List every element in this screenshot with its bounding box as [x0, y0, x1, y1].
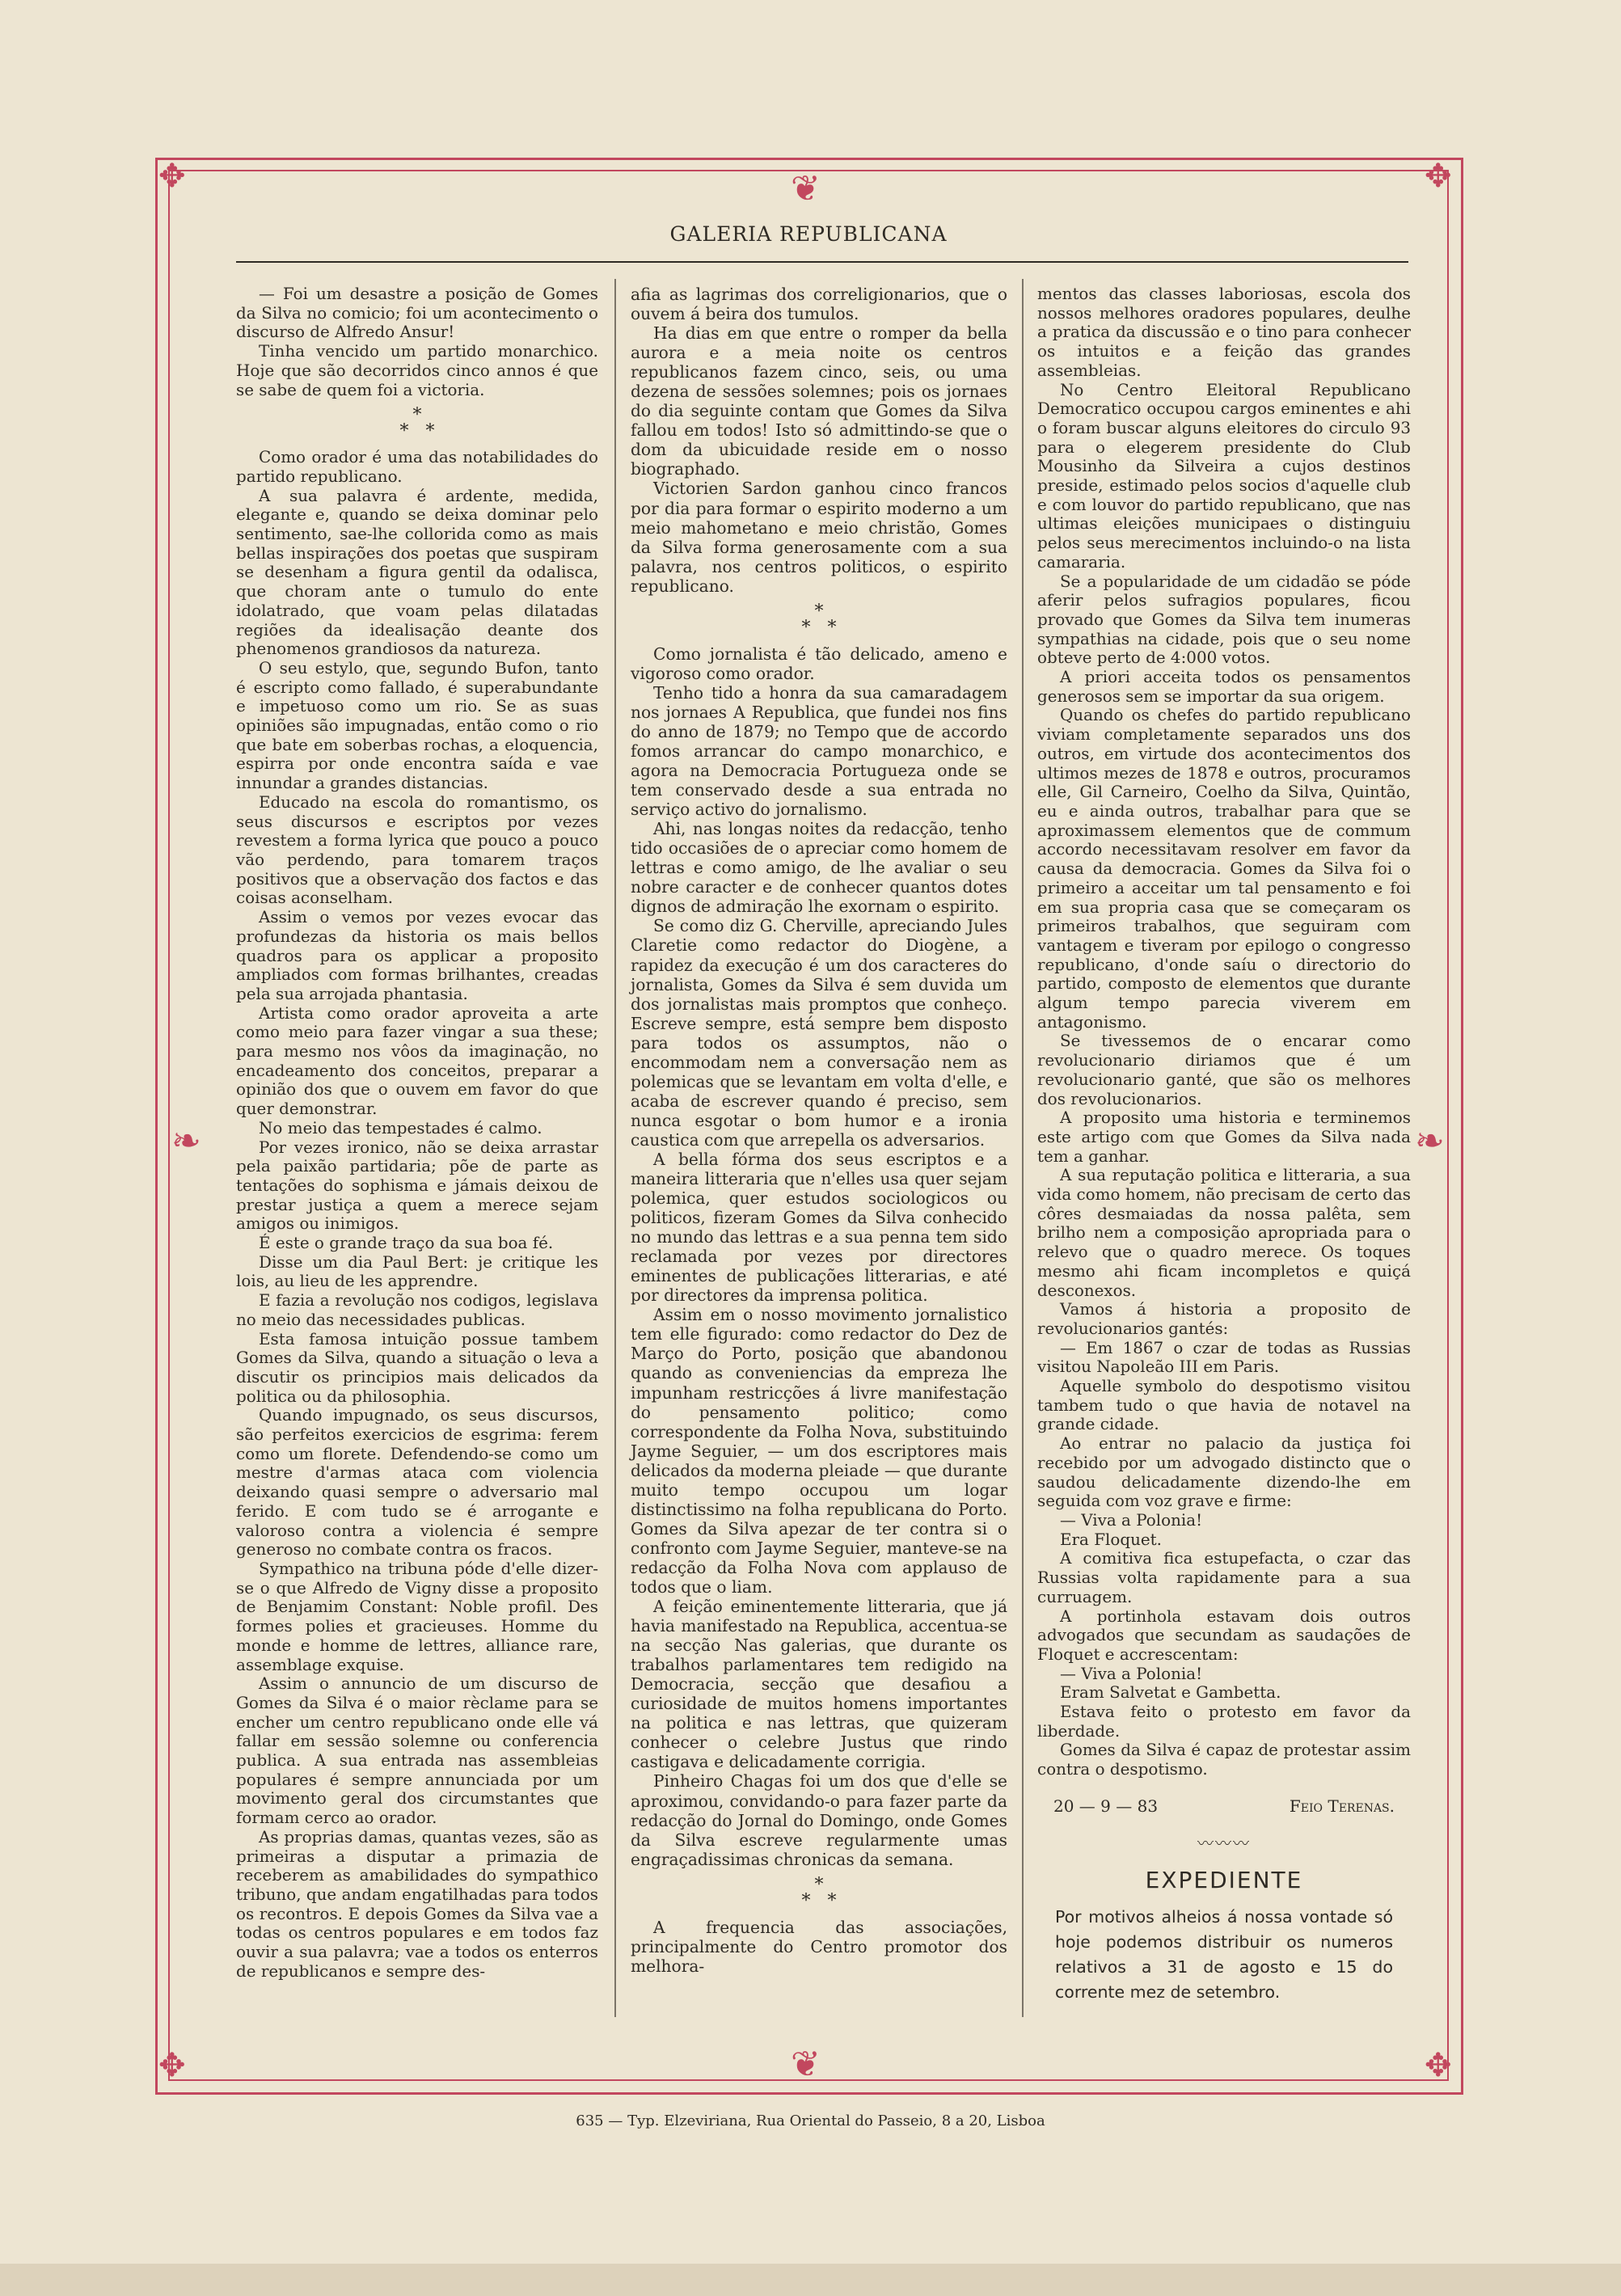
paragraph: Sympathico na tribuna póde d'elle dizer-se o que Alfredo de Vigny disse a proposito de Benjamim Constant: Noble profil. Des formes polies et gracieuses. Homme du monde e homme de lettres, alliance rare, assemblage exquise.: [236, 1560, 598, 1674]
corner-ornament-icon: ✥: [158, 2047, 186, 2084]
paragraph: Se a popularidade de um cidadão se póde aferir pelos sufragios populares, ficou provado que Gomes da Silva tem inumeras sympathias na cidade, pois que o seu nome obteve perto de 4:000 votos.: [1037, 572, 1411, 668]
corner-ornament-icon: ✥: [1425, 2047, 1452, 2084]
paragraph: As proprias damas, quantas vezes, são as primeiras a disputar a primazia de receberem as amabilidades do sympathico tribuno, que andam engatilhadas para todos os recontros. E depois Gomes da Silva vae a todas os centros populares e em todos faz ouvir a sua palavra; vae a todos os enterros de republicanos e sempre des-: [236, 1827, 598, 1981]
paragraph: Pinheiro Chagas foi um dos que d'elle se aproximou, convidando-o para fazer parte da redacção do Jornal do Domingo, onde Gomes da Silva escreve regularmente umas engraçadissimas chronicas da semana.: [631, 1771, 1007, 1869]
paragraph: Aquelle symbolo do despotismo visitou tambem tudo o que havia de notavel na grande cidade.: [1037, 1377, 1411, 1434]
paragraph: — Foi um desastre a posição de Gomes da Silva no comicio; foi um acontecimento o discurso de Alfredo Ansur!: [236, 285, 598, 342]
column-divider: [614, 279, 616, 2017]
asterism-separator: * * *: [801, 601, 837, 638]
paragraph: A portinhola estavam dois outros advogados que secundam as saudações de Floquet e accrescentam:: [1037, 1606, 1411, 1664]
paragraph: O seu estylo, que, segundo Bufon, tanto é escripto como fallado, é superabundante e impetuoso como um rio. Se as suas opiniões são impugnadas, então como o rio que bate em soberbas rochas, a eloquencia, espirra por onde encontra saída e vae innundar a grandes distancias.: [236, 658, 598, 793]
paragraph: Victorien Sardon ganhou cinco francos por dia para formar o espirito moderno a um meio mahometano e meio christão, Gomes da Silva forma generosamente com a sua palavra, nos centros politicos, o espirito republicano.: [631, 479, 1007, 596]
asterism-separator: * * *: [399, 405, 435, 442]
column-divider: [1022, 279, 1024, 2017]
paragraph: A comitiva fica estupefacta, o czar das Russias volta rapidamente para a sua curruagem.: [1037, 1549, 1411, 1606]
paragraph: Como jornalista é tão delicado, ameno e vigoroso como orador.: [631, 644, 1007, 683]
asterism-separator: * * *: [801, 1874, 837, 1911]
paragraph: Tenho tido a honra da sua camaradagem nos jornaes A Republica, que fundei nos fins do anno de 1879; no Tempo que de accordo fomos arrancar do campo monarchico, e agora na Democracia Portugueza onde se tem conservado desde a sua entrada no serviço activo do jornalismo.: [631, 682, 1007, 820]
paragraph: No meio das tempestades é calmo.: [259, 1118, 542, 1137]
paragraph: Se tivessemos de o encarar como revolucionario diriamos que é um revolucionario ganté, que são os melhores dos revolucionarios.: [1037, 1032, 1411, 1108]
paragraph: Como orador é uma das notabilidades do partido republicano.: [236, 448, 598, 486]
paragraph: afia as lagrimas dos correligionarios, que o ouvem á beira dos tumulos.: [631, 285, 1007, 324]
corner-ornament-icon: ✥: [158, 158, 186, 195]
paragraph: — Em 1867 o czar de todas as Russias visitou Napoleão III em Paris.: [1037, 1338, 1411, 1377]
squiggle-divider: 〰〰〰: [1197, 1833, 1251, 1853]
paragraph: Assim o vemos por vezes evocar das profundezas da historia os mais bellos quadros para os applicar a proposito ampliados com formas brilhantes, creadas pela sua arrojada phantasia.: [236, 908, 598, 1003]
paragraph: A priori acceita todos os pensamentos generosos sem se importar da sua origem.: [1037, 668, 1411, 706]
paragraph: A feição eminentemente litteraria, que já havia manifestado na Republica, accentua-se na secção Nas galerias, que durante os trabalhos parlamentares tem redigido na Democracia, secção que desafiou a curiosidade de muitos homens importantes na politica e nas lettras, que quizeram conhecer o celebre Justus que rindo castigava e delicadamente corrigia.: [631, 1597, 1007, 1772]
left-side-ornament-icon: ❧: [171, 1121, 201, 1162]
paragraph: A frequencia das associações, principalmente do Centro promotor dos melhora-: [631, 1917, 1007, 1976]
paragraph: Esta famosa intuição possue tambem Gomes da Silva, quando a situação o leva a discutir os principios mais delicados da politica ou da philosophia.: [236, 1329, 598, 1406]
right-side-ornament-icon: ❧: [1415, 1121, 1445, 1162]
bottom-center-ornament-icon: ❦: [791, 2044, 821, 2085]
paragraph: Por vezes ironico, não se deixa arrastar pela paixão partidaria; põe de parte as tentações do sophisma e jámais deixou de prestar justiça a quem a merece sejam amigos ou inimigos.: [236, 1137, 598, 1234]
paragraph: No Centro Eleitoral Republicano Democratico occupou cargos eminentes e ahi o foram buscar alguns eleitores do circulo 93 para o elegerem presidente do Club Mousinho da Silveira a cujos destinos preside, estimado pelos socios d'aquelle club e com louvor do partido republicano, que nas ultimas eleições municipaes o distinguiu pelos seus merecimentos incluindo-o na lista camararia.: [1037, 380, 1411, 572]
printer-imprint: 635 — Typ. Elzeviriana, Rua Oriental do Passeio, 8 a 20, Lisboa: [576, 2112, 1045, 2129]
article-column-2: [631, 285, 1007, 1976]
paragraph: A sua reputação politica e litteraria, a sua vida como homem, não precisam de certo das côres desmaiadas da nossa palêta, sem brilho nem a composição apropriada para o relevo que o quadro merece. Os toques mesmo ahi ficam incompletos e quiçá desconexos.: [1037, 1166, 1411, 1300]
paragraph: Tinha vencido um partido monarchico. Hoje que são decorridos cinco annos é que se sabe de quem foi a victoria.: [236, 342, 598, 399]
paragraph: Ao entrar no palacio da justiça foi recebido por um advogado distincto que o saudou delicadamente dizendo-lhe em seguida com voz grave e firme:: [1037, 1434, 1411, 1511]
paragraph: Ahi, nas longas noites da redacção, tenho tido occasiões de o apreciar como homem de lettras e como amigo, de lhe avaliar o seu nobre caracter e de conhecer quantos dotes dignos de admiração lhe exornam o espirito.: [631, 819, 1007, 917]
top-center-ornament-icon: ❦: [791, 168, 821, 209]
paragraph: Assim o annuncio de um discurso de Gomes da Silva é o maior rèclame para se encher um centro republicano onde elle vá fallar em sessão solemne ou conferencia publica. A sua entrada nas assembleias populares é sempre annunciada por um movimento geral dos circumstantes que formam cerco ao orador.: [236, 1674, 598, 1828]
paragraph: Vamos á historia a proposito de revolucionarios gantés:: [1037, 1300, 1411, 1338]
header-rule: [236, 261, 1408, 263]
paragraph: Assim em o nosso movimento jornalistico tem elle figurado: como redactor do Dez de Março do Porto, posição que abandonou quando as conveniencias da empreza lhe impunham restricções á livre manifestação do pensamento politico; como correspondente da Folha Nova, substituindo Jayme Seguier, — um dos escriptores mais delicados da moderna pleiade — que durante muito tempo occupou um logar distinctissimo na folha republicana do Porto. Gomes da Silva apezar de ter contra si o confronto com Jayme Seguier, manteve-se na redacção da Folha Nova com applauso de todos que o liam.: [631, 1305, 1007, 1597]
paragraph: Disse um dia Paul Bert: je critique les lois, au lieu de les apprendre.: [236, 1252, 598, 1291]
page-header: GALERIA REPUBLICANA: [669, 222, 948, 246]
paragraph: Era Floquet.: [1060, 1530, 1162, 1549]
paragraph: A proposito uma historia e terminemos este artigo com que Gomes da Silva nada tem a ganhar.: [1037, 1108, 1411, 1166]
article-column-1: [236, 285, 598, 1981]
paragraph: Estava feito o protesto em favor da liberdade.: [1037, 1703, 1411, 1741]
paragraph: — Viva a Polonia!: [1060, 1511, 1203, 1530]
signature-line: [1037, 1797, 1411, 1817]
corner-ornament-icon: ✥: [1425, 158, 1452, 195]
paragraph: Gomes da Silva é capaz de protestar assim contra o despotismo.: [1037, 1741, 1411, 1779]
paragraph: Eram Salvetat e Gambetta.: [1060, 1683, 1281, 1703]
expediente-title: EXPEDIENTE: [1145, 1867, 1303, 1894]
paragraph: A bella fórma dos seus escriptos e a maneira litteraria que n'elles usa quer sejam polemica, quer estudos sociologicos ou politicos, fizeram Gomes da Silva conhecido no mundo das lettras e a sua penna tem sido reclamada por vezes por directores eminentes de publicações litterarias, e até por directores da imprensa politica.: [631, 1149, 1007, 1306]
paragraph: A sua palavra é ardente, medida, elegante e, quando se deixa dominar pelo sentimento, sae-lhe collorida como as mais bellas inspirações dos poetas que suspiram se desenham a figura gentil da odalisca, que choram ante o tumulo do ente idolatrado, que voam pelas dilatadas regiões da idealisação deante dos phenomenos grandiosos da natureza.: [236, 486, 598, 659]
page-bottom-edge: [0, 2264, 1621, 2296]
paragraph: Se como diz G. Cherville, apreciando Jules Claretie como redactor do Diogène, a rapidez da execução é um dos caracteres do jornalista, Gomes da Silva é sem duvida um dos jornalistas mais promptos que conheço. Escreve sempre, está sempre bem disposto para todos os assumptos, não o encommodam nem a conversação nem as polemicas que se levantam em volta d'elle, e acaba de escrever quando é preciso, sem nunca esgotar o bom humor e a ironia caustica com que arrepella os adversarios.: [631, 916, 1007, 1150]
expediente-notice: Por motivos alheios á nossa vontade só hoje podemos distribuir os numeros relativos a 31 de agosto e 15 do corrente mez de setembro.: [1055, 1906, 1393, 2002]
paragraph: — Viva a Polonia!: [1060, 1664, 1203, 1683]
article-author: Feio Terenas.: [1289, 1796, 1395, 1816]
paragraph: Artista como orador aproveita a arte como meio para fazer vingar a sua these; para mesmo nos vôos da imaginação, no encadeamento dos conceitos, preparar a opinião dos que o ouvem em favor do que quer demonstrar.: [236, 1003, 598, 1119]
article-column-3: [1037, 285, 1411, 2005]
paragraph: É este o grande traço da sua boa fé.: [259, 1234, 554, 1253]
paragraph: E fazia a revolução nos codigos, legislava no meio das necessidades publicas.: [236, 1291, 598, 1329]
paragraph: Ha dias em que entre o romper da bella aurora e a meia noite os centros republicanos fazem cinco, seis, ou uma dezena de sessões solemnes; pois os jornaes do dia seguinte contam que Gomes da Silva fallou em todos! Isto só admittindo-se que o dom da ubicuidade reside em o nosso biographado.: [631, 323, 1007, 479]
paragraph: Quando impugnado, os seus discursos, são perfeitos exercicios de esgrima: ferem como um florete. Defendendo-se como um mestre d'armas ataca com violencia deixando quasi sempre o adversario mal ferido. E com tudo se é arrogante e valoroso contra a violencia é sempre generoso no combate contra os fracos.: [236, 1406, 598, 1560]
paragraph: mentos das classes laboriosas, escola dos nossos melhores oradores populares, deulhe a pratica da discussão e o tino para conhecer os intuitos e a feição das grandes assembleias.: [1037, 285, 1411, 380]
paragraph: Quando os chefes do partido republicano viviam completamente separados uns dos outros, em virtude dos acontecimentos dos ultimos mezes de 1878 e outros, procuramos elle, Gil Carneiro, Coelho da Silva, Quintão, eu e ainda outros, trabalhar para que se aproximassem elementos que de commum accordo necessitavam resolver em favor da causa da democracia. Gomes da Silva foi o primeiro a acceitar um tal pensamento e foi em sua propria casa que se começaram os primeiros trabalhos, que seguiram com vantagem e tiveram por epilogo o congresso republicano, d'onde saíu o directorio do partido, composto de elementos que durante algum tempo parecia viverem em antagonismo.: [1037, 706, 1411, 1032]
article-date: 20 — 9 — 83: [1053, 1796, 1159, 1816]
paragraph: Educado na escola do romantismo, os seus discursos e escriptos por vezes revestem a forma lyrica que pouco a pouco vão perdendo, para tomarem traços positivos que a observação dos factos e das coisas aconselham.: [236, 792, 598, 908]
